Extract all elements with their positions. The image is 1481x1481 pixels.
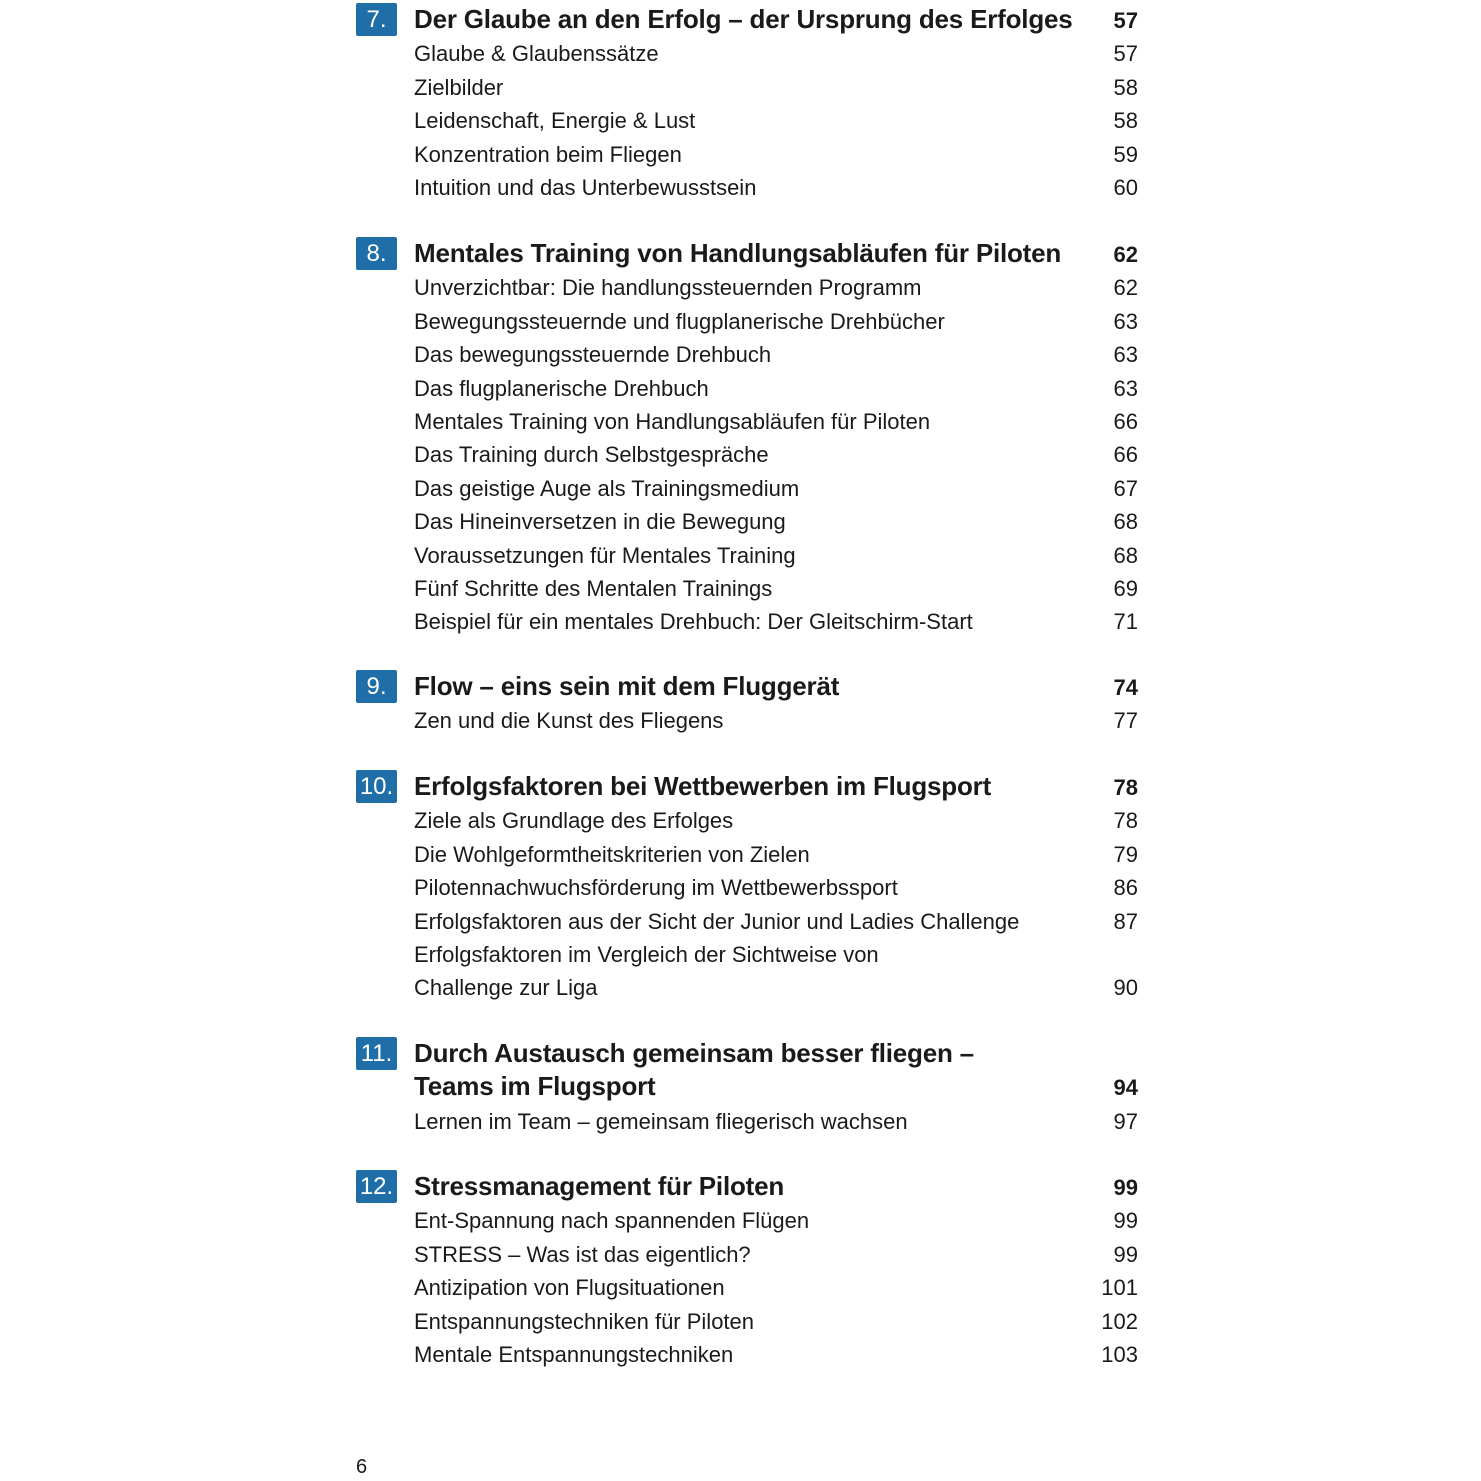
toc-entry[interactable]	[414, 405, 1140, 438]
chapter-number-badge: 12.	[356, 1170, 397, 1203]
toc-entry-title-text: Fünf Schritte des Mentalen Trainings	[414, 575, 773, 601]
toc-entry-page-number: 57	[1113, 41, 1138, 67]
chapter-entries-list	[414, 804, 1140, 1004]
chapter-entries-list	[414, 1105, 1140, 1138]
toc-entry[interactable]	[414, 704, 1140, 737]
toc-entry-page-number: 63	[1113, 375, 1138, 401]
chapter-number-badge: 10.	[356, 770, 397, 803]
toc-entry[interactable]	[414, 104, 1140, 137]
toc-entry-title-text: STRESS – Was ist das eigentlich?	[414, 1241, 751, 1267]
chapter-number-badge: 8.	[356, 237, 397, 270]
chapter-page-number: 78	[1113, 775, 1138, 800]
toc-entry-title	[414, 1105, 908, 1138]
toc-entry-title	[414, 605, 973, 638]
toc-entry[interactable]	[414, 505, 1140, 538]
toc-entry-title-text: Lernen im Team – gemeinsam fliegerisch wachsen	[414, 1108, 908, 1134]
toc-entry-title-text: Das geistige Auge als Trainingsmedium	[414, 475, 800, 501]
toc-entry[interactable]	[414, 305, 1140, 338]
toc-entry-page-number: 102	[1101, 1308, 1138, 1334]
chapter-title-text: Der Glaube an den Erfolg – der Ursprung des Erfolges	[414, 4, 1073, 34]
toc-entry-title	[414, 271, 921, 304]
toc-entry-title	[414, 71, 503, 104]
page-number: 6	[356, 1456, 368, 1478]
toc-entry[interactable]	[414, 804, 1140, 837]
toc-entry-title	[414, 871, 898, 904]
toc-entry-page-number: 62	[1113, 275, 1138, 301]
toc-entry[interactable]	[414, 539, 1140, 572]
toc-entry-page-number: 79	[1113, 841, 1138, 867]
toc-entry-title	[414, 539, 796, 572]
chapter-number-badge: 7.	[356, 3, 397, 36]
toc-entry[interactable]	[414, 605, 1140, 638]
toc-entry-title	[414, 1204, 809, 1237]
toc-entry-page-number: 58	[1113, 74, 1138, 100]
chapter-title-text-line2: Teams im Flugsport	[414, 1071, 656, 1101]
toc-entry[interactable]	[414, 1338, 1140, 1371]
toc-entry-title	[414, 138, 682, 171]
toc-entry-page-number: 77	[1113, 708, 1138, 734]
toc-entry-title	[414, 37, 659, 70]
toc-entry[interactable]	[414, 171, 1140, 204]
toc-entry-title	[414, 505, 786, 538]
toc-entry-title	[414, 838, 810, 871]
toc-entry[interactable]	[414, 572, 1140, 605]
chapter-title-text: Erfolgsfaktoren bei Wettbewerben im Flugsport	[414, 771, 992, 801]
toc-entry-page-number: 63	[1113, 342, 1138, 368]
toc-entry-page-number: 101	[1101, 1275, 1138, 1301]
toc-entry-title	[414, 1338, 733, 1371]
toc-entry[interactable]	[414, 138, 1140, 171]
toc-entry[interactable]	[414, 905, 1140, 938]
toc-entry-page-number: 78	[1113, 808, 1138, 834]
toc-entry-page-number: 71	[1113, 609, 1138, 635]
toc-entry-title	[414, 372, 709, 405]
chapter-page-number: 62	[1113, 242, 1138, 267]
toc-entry-title-text: Zen und die Kunst des Fliegens	[414, 708, 724, 734]
chapter-title[interactable]	[414, 1037, 1074, 1103]
toc-entry-title-text: Das Hineinversetzen in die Bewegung	[414, 509, 786, 535]
chapter-number-badge: 11.	[356, 1037, 397, 1070]
toc-entry-title-text: Unverzichtbar: Die handlungssteuernden Programm	[414, 275, 922, 301]
toc-entry-title	[414, 472, 799, 505]
toc-entry-title	[414, 171, 756, 204]
toc-entry-title	[414, 405, 930, 438]
chapter-title-text: Flow – eins sein mit dem Fluggerät	[414, 671, 840, 701]
chapter-title[interactable]	[414, 237, 1074, 270]
toc-entry-title-text: Mentales Training von Handlungsabläufen für Piloten	[414, 408, 931, 434]
chapter-entries-list	[414, 37, 1140, 204]
chapter-entries-list	[414, 704, 1140, 737]
chapter-number-badge: 9.	[356, 670, 397, 703]
toc-entry-title	[414, 938, 879, 1004]
toc-entry[interactable]	[414, 1204, 1140, 1237]
toc-entry-title	[414, 1305, 754, 1338]
toc-entry-page-number: 99	[1113, 1208, 1138, 1234]
toc-entry-title-text: Das flugplanerische Drehbuch	[414, 375, 709, 401]
chapter-entries-list	[414, 271, 1140, 638]
toc-entry[interactable]	[414, 372, 1140, 405]
toc-entry-title-text-line2: Challenge zur Liga	[414, 974, 598, 1000]
toc-entry-title-text: Leidenschaft, Energie & Lust	[414, 108, 696, 134]
toc-entry-page-number: 66	[1113, 442, 1138, 468]
toc-entry-page-number: 63	[1113, 308, 1138, 334]
toc-entry-title	[414, 704, 723, 737]
toc-entry-title-text: Zielbilder	[414, 74, 504, 100]
toc-entry-title-text: Glaube & Glaubenssätze	[414, 41, 659, 67]
toc-entry-title	[414, 905, 1019, 938]
chapter-entries-list	[414, 1204, 1140, 1371]
toc-entry[interactable]	[414, 71, 1140, 104]
toc-entry-page-number: 59	[1113, 141, 1138, 167]
chapter-page-number: 74	[1113, 675, 1138, 700]
toc-entry[interactable]	[414, 1305, 1140, 1338]
toc-entry[interactable]	[414, 1105, 1140, 1138]
toc-entry-page-number: 69	[1113, 575, 1138, 601]
chapter-page-number: 94	[1113, 1075, 1138, 1101]
chapter-title[interactable]	[414, 670, 1074, 703]
toc-entry-title	[414, 305, 945, 338]
chapter-page-number: 57	[1113, 8, 1138, 33]
toc-entry-title-text: Intuition und das Unterbewusstsein	[414, 174, 757, 200]
toc-entry-page-number: 97	[1113, 1108, 1138, 1134]
toc-entry[interactable]	[414, 871, 1140, 904]
toc-entry[interactable]	[414, 438, 1140, 471]
chapter-title-text: Durch Austausch gemeinsam besser fliegen –	[414, 1038, 974, 1068]
toc-entry-page-number: 68	[1113, 509, 1138, 535]
toc-entry-title-text: Ziele als Grundlage des Erfolges	[414, 808, 734, 834]
toc-entry-title	[414, 804, 733, 837]
toc-entry-page-number: 90	[1113, 975, 1138, 1001]
chapter-title[interactable]	[414, 1170, 1074, 1203]
toc-entry[interactable]	[414, 338, 1140, 371]
toc-entry-title-text: Voraussetzungen für Mentales Training	[414, 542, 796, 568]
toc-entry-title	[414, 1271, 725, 1304]
toc-entry-title	[414, 1238, 751, 1271]
toc-entry[interactable]	[414, 271, 1140, 304]
toc-entry-page-number: 67	[1113, 475, 1138, 501]
toc-entry-page-number: 87	[1113, 908, 1138, 934]
toc-entry[interactable]	[414, 938, 1140, 1005]
toc-entry-page-number: 58	[1113, 108, 1138, 134]
toc-entry-title-text: Erfolgsfaktoren im Vergleich der Sichtweise von	[414, 941, 879, 967]
toc-entry-title-text: Beispiel für ein mentales Drehbuch: Der Gleitschirm-Start	[414, 609, 973, 635]
toc-entry-title	[414, 572, 772, 605]
toc-entry[interactable]	[414, 1271, 1140, 1304]
toc-entry-title	[414, 104, 695, 137]
toc-entry-title-text: Ent-Spannung nach spannenden Flügen	[414, 1208, 810, 1234]
toc-entry-title-text: Die Wohlgeformtheitskriterien von Zielen	[414, 841, 810, 867]
chapter-title-text: Mentales Training von Handlungsabläufen für Piloten	[414, 238, 1062, 268]
toc-entry[interactable]	[414, 1238, 1140, 1271]
chapter-page-number: 99	[1113, 1175, 1138, 1200]
toc-entry-title-text: Antizipation von Flugsituationen	[414, 1275, 725, 1301]
chapter-title[interactable]	[414, 3, 1074, 36]
toc-entry-title-text: Das bewegungssteuernde Drehbuch	[414, 342, 772, 368]
toc-entry[interactable]	[414, 838, 1140, 871]
toc-entry-title-text: Konzentration beim Fliegen	[414, 141, 682, 167]
toc-entry-page-number: 86	[1113, 875, 1138, 901]
toc-entry-title	[414, 438, 769, 471]
toc-entry-page-number: 103	[1101, 1341, 1138, 1367]
toc-entry[interactable]	[414, 37, 1140, 70]
toc-entry-title-text: Entspannungstechniken für Piloten	[414, 1308, 755, 1334]
toc-entry-title-text: Bewegungssteuernde und flugplanerische Drehbücher	[414, 308, 945, 334]
toc-entry-title-text: Das Training durch Selbstgespräche	[414, 442, 769, 468]
toc-entry-title	[414, 338, 771, 371]
chapter-title[interactable]	[414, 770, 1074, 803]
toc-entry-page-number: 68	[1113, 542, 1138, 568]
toc-entry-page-number: 99	[1113, 1241, 1138, 1267]
chapter-title-text: Stressmanagement für Piloten	[414, 1171, 785, 1201]
toc-entry[interactable]	[414, 472, 1140, 505]
toc-entry-page-number: 66	[1113, 408, 1138, 434]
toc-entry-page-number: 60	[1113, 174, 1138, 200]
toc-entry-title-text: Pilotennachwuchsförderung im Wettbewerbssport	[414, 875, 898, 901]
toc-entry-title-text: Mentale Entspannungstechniken	[414, 1341, 734, 1367]
toc-entry-title-text: Erfolgsfaktoren aus der Sicht der Junior und Ladies Challenge	[414, 908, 1020, 934]
